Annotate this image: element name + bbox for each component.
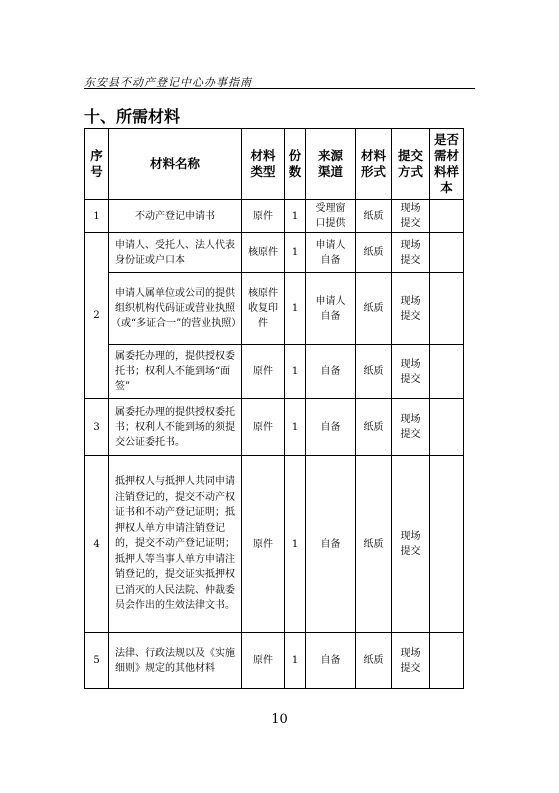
header-rule — [84, 88, 475, 89]
material-count: 1 — [285, 456, 306, 633]
material-source: 受理窗口提供 — [306, 200, 356, 233]
header-name: 材料名称 — [109, 129, 242, 200]
table-row — [85, 345, 464, 399]
material-source: 自备 — [306, 456, 356, 633]
header-count: 份数 — [285, 129, 306, 200]
table-row — [85, 399, 464, 456]
table-row — [85, 456, 464, 633]
material-type: 原件 — [242, 345, 285, 399]
material-type: 核原件 — [242, 233, 285, 273]
material-sample — [430, 456, 464, 633]
material-name: 属委托办理的，提供授权委托书；权利人不能到场“面签” — [109, 345, 242, 399]
row-index: 5 — [85, 633, 109, 689]
page-number: 10 — [271, 712, 288, 727]
material-form: 纸质 — [356, 200, 392, 233]
material-submit: 现场提交 — [392, 233, 430, 273]
material-submit: 现场提交 — [392, 633, 430, 689]
header-title: 东安县不动产登记中心办事指南 — [84, 76, 252, 89]
material-submit: 现场提交 — [392, 399, 430, 456]
row-index: 4 — [85, 456, 109, 633]
table-row — [85, 273, 464, 345]
material-form: 纸质 — [356, 399, 392, 456]
material-submit: 现场提交 — [392, 456, 430, 633]
material-submit: 现场提交 — [392, 200, 430, 233]
material-source: 自备 — [306, 399, 356, 456]
header-type: 材料类型 — [242, 129, 285, 200]
material-name: 法律、行政法规以及《实施细则》规定的其他材料 — [109, 633, 242, 689]
material-count: 1 — [285, 233, 306, 273]
header-index: 序号 — [85, 129, 109, 200]
material-type: 原件 — [242, 633, 285, 689]
material-sample — [430, 200, 464, 233]
material-source: 自备 — [306, 633, 356, 689]
material-name: 不动产登记申请书 — [109, 200, 242, 233]
row-index: 2 — [85, 233, 109, 399]
material-source: 申请人自备 — [306, 233, 356, 273]
material-name: 申请人、受托人、法人代表身份证或户口本 — [109, 233, 242, 273]
header-form: 材料形式 — [356, 129, 392, 200]
material-form: 纸质 — [356, 273, 392, 345]
row-index: 1 — [85, 200, 109, 233]
page-header — [84, 72, 475, 90]
material-submit: 现场提交 — [392, 273, 430, 345]
material-type: 原件 — [242, 456, 285, 633]
material-source: 自备 — [306, 345, 356, 399]
material-form: 纸质 — [356, 233, 392, 273]
material-type: 原件 — [242, 200, 285, 233]
material-form: 纸质 — [356, 456, 392, 633]
material-type: 核原件收复印件 — [242, 273, 285, 345]
material-name: 申请人属单位或公司的提供组织机构代码证或营业执照（或“多证合一”的营业执照） — [109, 273, 242, 345]
material-count: 1 — [285, 273, 306, 345]
table-row — [85, 233, 464, 273]
material-sample — [430, 273, 464, 345]
material-type: 原件 — [242, 399, 285, 456]
material-source: 申请人自备 — [306, 273, 356, 345]
material-submit: 现场提交 — [392, 345, 430, 399]
row-index: 3 — [85, 399, 109, 456]
section-title: 十、所需材料 — [84, 107, 181, 126]
header-sample: 是否需材料样本 — [430, 129, 464, 200]
table-header-row — [85, 129, 464, 200]
header-source: 来源渠道 — [306, 129, 356, 200]
material-count: 1 — [285, 345, 306, 399]
header-submit: 提交方式 — [392, 129, 430, 200]
material-sample — [430, 633, 464, 689]
materials-table — [84, 128, 464, 689]
material-count: 1 — [285, 399, 306, 456]
material-form: 纸质 — [356, 345, 392, 399]
table-row — [85, 633, 464, 689]
material-sample — [430, 233, 464, 273]
material-form: 纸质 — [356, 633, 392, 689]
material-count: 1 — [285, 633, 306, 689]
material-sample — [430, 399, 464, 456]
material-name: 抵押权人与抵押人共同申请注销登记的，提交不动产权证书和不动产登记证明；抵押权人单方申请注销登记的，提交不动产登记证明；抵押人等当事人单方申请注销登记的，提交证实抵押权已消灭的人民法院、仲裁委员会作出的生效法律文书。 — [109, 456, 242, 633]
material-name: 属委托办理的提供授权委托书；权利人不能到场的须提交公证委托书。 — [109, 399, 242, 456]
table-row — [85, 200, 464, 233]
material-sample — [430, 345, 464, 399]
material-count: 1 — [285, 200, 306, 233]
